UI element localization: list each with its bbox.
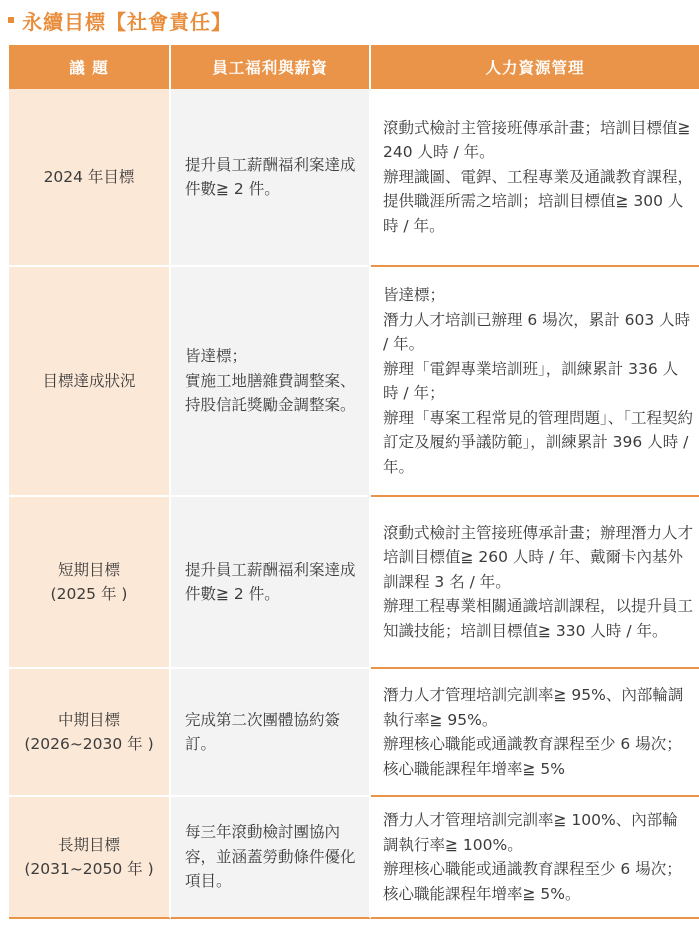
hr-text: 潛力人才管理培訓完訓率≧ 100%、內部輪調執行率≧ 100%。 (383, 811, 678, 854)
hr-text: 滾動式檢討主管接班傳承計畫；辦理潛力人才培訓目標值≧ 260 人時 / 年、戴爾卡內基外訓課程 3 名 / 年。 (383, 523, 694, 591)
column-header-topic: 議 題 (9, 45, 171, 89)
table-row (9, 669, 699, 797)
welfare-text: 每三年滾動檢討團協內容，並涵蓋勞動條件優化項目。 (185, 823, 356, 891)
hr-text: 辦理「電銲專業培訓班」，訓練累計 336 人時 / 年； (383, 359, 679, 402)
table-row (9, 267, 699, 497)
topic-cell (9, 267, 171, 497)
welfare-text: 皆達標； (185, 347, 248, 366)
hr-text: 辦理核心職能或通識教育課程至少 6 場次；核心職能課程年增率≧ 5%。 (383, 860, 682, 903)
welfare-cell (171, 669, 371, 797)
welfare-cell (171, 89, 371, 267)
hr-text: 滾動式檢討主管接班傳承計畫；培訓目標值≧ 240 人時 / 年。 (383, 118, 691, 162)
hr-text: 辦理工程專業相關通識培訓課程，以提升員工知識技能；培訓目標值≧ 330 人時 / 年。 (383, 597, 694, 640)
welfare-text: 提升員工薪酬福利案達成件數≧ 2 件。 (185, 560, 356, 603)
topic-cell (9, 669, 171, 797)
topic-text: 2024 年目標 (43, 167, 135, 186)
table-header-row (9, 45, 699, 89)
topic-text: 中期目標 (57, 710, 120, 729)
hr-cell (371, 797, 699, 919)
welfare-cell (171, 797, 371, 919)
column-header-welfare: 員工福利與薪資 (171, 45, 371, 89)
welfare-text: 提升員工薪酬福利案達成件數≧ 2 件。 (185, 155, 356, 198)
hr-text: 皆達標； (383, 286, 446, 304)
table-row (9, 797, 699, 919)
topic-cell (9, 497, 171, 669)
welfare-cell (171, 497, 371, 669)
topic-text: 長期目標 (57, 835, 120, 854)
welfare-text: 完成第二次團體協約簽訂。 (185, 710, 341, 753)
table-row (9, 497, 699, 669)
topic-cell (9, 797, 171, 919)
table-row (9, 89, 699, 267)
hr-cell (371, 497, 699, 669)
topic-period: (2026~2030 年 ) (24, 735, 154, 753)
hr-cell (371, 669, 699, 797)
topic-text: 目標達成狀況 (42, 371, 136, 390)
topic-text: 短期目標 (57, 560, 120, 579)
column-header-hr: 人力資源管理 (371, 45, 699, 89)
title-bullet-icon (8, 17, 14, 23)
page-title: 永續目標【社會責任】 (22, 9, 232, 34)
hr-text: 潛力人才管理培訓完訓率≧ 95%、內部輪調執行率≧ 95%。 (383, 686, 684, 729)
welfare-text: 實施工地膳雜費調整案、持股信託獎勵金調整案。 (185, 371, 356, 415)
topic-period: (2025 年 ) (50, 585, 128, 603)
section-header (8, 6, 232, 34)
topic-cell (9, 89, 171, 267)
topic-period: (2031~2050 年 ) (24, 860, 154, 878)
hr-text: 辦理核心職能或通識教育課程至少 6 場次；核心職能課程年增率≧ 5% (383, 735, 682, 778)
sustainability-goals-table (9, 45, 699, 919)
hr-text: 辦理識圖、電銲、工程專業及通識教育課程，提供職涯所需之培訓；培訓目標值≧ 300 人時 / 年。 (383, 167, 694, 235)
hr-cell (371, 89, 699, 267)
welfare-cell (171, 267, 371, 497)
hr-cell (371, 267, 699, 497)
hr-text: 潛力人才培訓已辦理 6 場次，累計 603 人時 / 年。 (383, 310, 691, 353)
hr-text: 辦理「專案工程常見的管理問題」、「工程契約訂定及履約爭議防範」，訓練累計 396 人時 / 年。 (383, 408, 694, 476)
